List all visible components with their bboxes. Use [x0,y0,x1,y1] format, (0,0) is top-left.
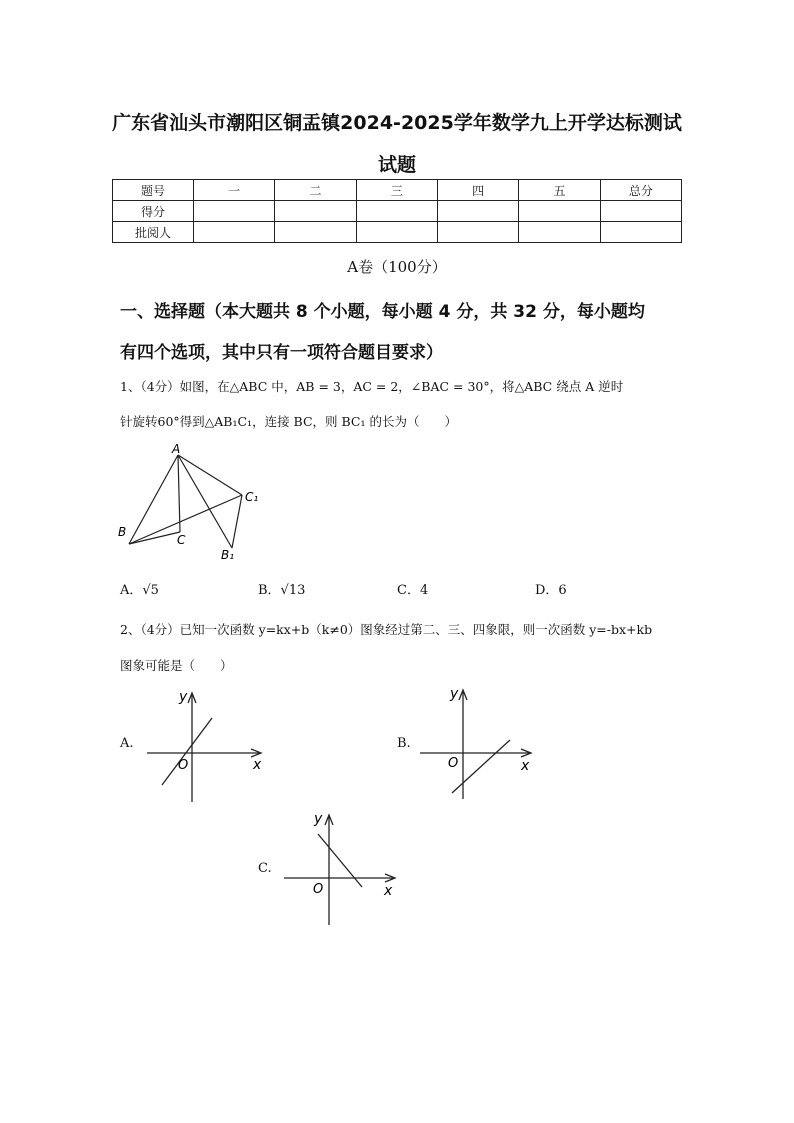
question1-text-line2: 针旋转60°得到△AB₁C₁，连接 BC，则 BC₁ 的长为（ ） [120,414,457,429]
score-input-cell[interactable] [437,201,518,222]
reviewer-input-cell[interactable] [437,222,518,243]
question2-graph-b [417,682,542,802]
question1-option-b[interactable]: B．√13 [258,583,306,598]
graph-c-origin-label: O [313,882,324,897]
score-header-cell: 四 [437,180,518,201]
score-header-cell: 二 [275,180,356,201]
score-input-cell[interactable] [519,201,600,222]
reviewer-input-cell[interactable] [356,222,437,243]
point-c1-label: C₁ [245,490,259,504]
question2-option-c[interactable]: C. [258,861,272,876]
graph-a-x-label: x [253,757,262,773]
point-a-label: A [172,442,181,456]
question2-option-b[interactable]: B. [397,736,411,751]
reviewer-input-cell[interactable] [275,222,356,243]
score-table [112,179,682,243]
graph-b-x-label: x [521,758,530,774]
section-heading-line1: 一、选择题（本大题共 8 个小题，每小题 4 分，共 32 分，每小题均 [120,302,645,322]
question1-text-line1: 1、（4分）如图，在△ABC 中，AB = 3，AC = 2，∠BAC = 30°，将△ABC 绕点 A 逆时 [120,379,624,394]
score-header-cell: 总分 [600,180,681,201]
graph-c-y-label: y [314,811,323,827]
question1-option-c[interactable]: C．4 [397,583,429,598]
question2-graph-c [281,807,406,929]
question2-text-line2: 图象可能是（ ） [120,658,233,673]
question1-figure [112,440,272,565]
score-header-cell: 题号 [113,180,194,201]
graph-c-x-label: x [384,883,393,899]
score-input-cell[interactable] [275,201,356,222]
volume-label: A卷（100分） [347,258,447,276]
reviewer-input-cell[interactable] [519,222,600,243]
score-header-cell: 一 [194,180,275,201]
document-title-line1: 广东省汕头市潮阳区铜盂镇2024-2025学年数学九上开学达标测试 [112,112,682,134]
score-row-label: 得分 [113,201,194,222]
question1-option-a[interactable]: A．√5 [120,583,159,598]
reviewer-row-label: 批阅人 [113,222,194,243]
section-heading-line2: 有四个选项，其中只有一项符合题目要求） [120,343,443,363]
point-b-label: B [118,525,127,539]
question2-option-a[interactable]: A. [120,736,134,751]
score-header-cell: 三 [356,180,437,201]
point-b1-label: B₁ [221,548,235,562]
score-row [113,201,682,222]
reviewer-input-cell[interactable] [600,222,681,243]
score-input-cell[interactable] [600,201,681,222]
score-table-header-row [113,180,682,201]
point-c-label: C [177,533,186,547]
reviewer-row [113,222,682,243]
graph-a-origin-label: O [178,758,189,773]
graph-a-y-label: y [179,689,188,705]
question2-text-line1: 2、（4分）已知一次函数 y=kx+b（k≠0）图象经过第二、三、四象限，则一次函数 y=-bx+kb [120,622,653,637]
reviewer-input-cell[interactable] [194,222,275,243]
score-header-cell: 五 [519,180,600,201]
question1-option-d[interactable]: D．6 [535,583,567,598]
score-input-cell[interactable] [356,201,437,222]
score-input-cell[interactable] [194,201,275,222]
graph-b-origin-label: O [448,756,459,771]
document-title-line2: 试题 [377,154,416,176]
graph-b-y-label: y [450,686,459,702]
question2-graph-a [142,685,267,805]
